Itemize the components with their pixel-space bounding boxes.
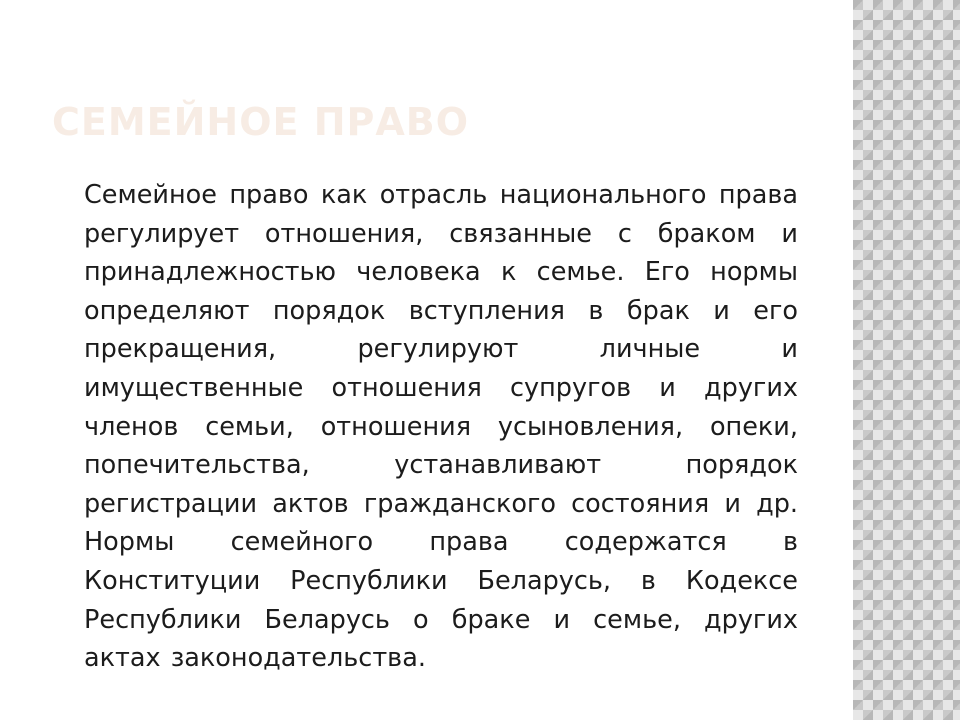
decorative-side-panel: [853, 0, 960, 720]
slide-title: СЕМЕЙНОЕ ПРАВО: [52, 100, 470, 144]
slide-body-text: Семейное право как отрасль национального права регулирует отношения, связанные с браком и принадлежностью человека к семье. Его нормы определяют порядок вступления в брак и его прекращения, регулируют личные и имущественные отношения супругов и других членов семьи, отношения усыновления, опеки, попечительства, устанавливают порядок регистрации актов гражданского состояния и др. Нормы семейного права содержатся в Конституции Республики Беларусь, в Кодексе Республики Беларусь о браке и семье, других актах законодательства.: [84, 180, 798, 674]
